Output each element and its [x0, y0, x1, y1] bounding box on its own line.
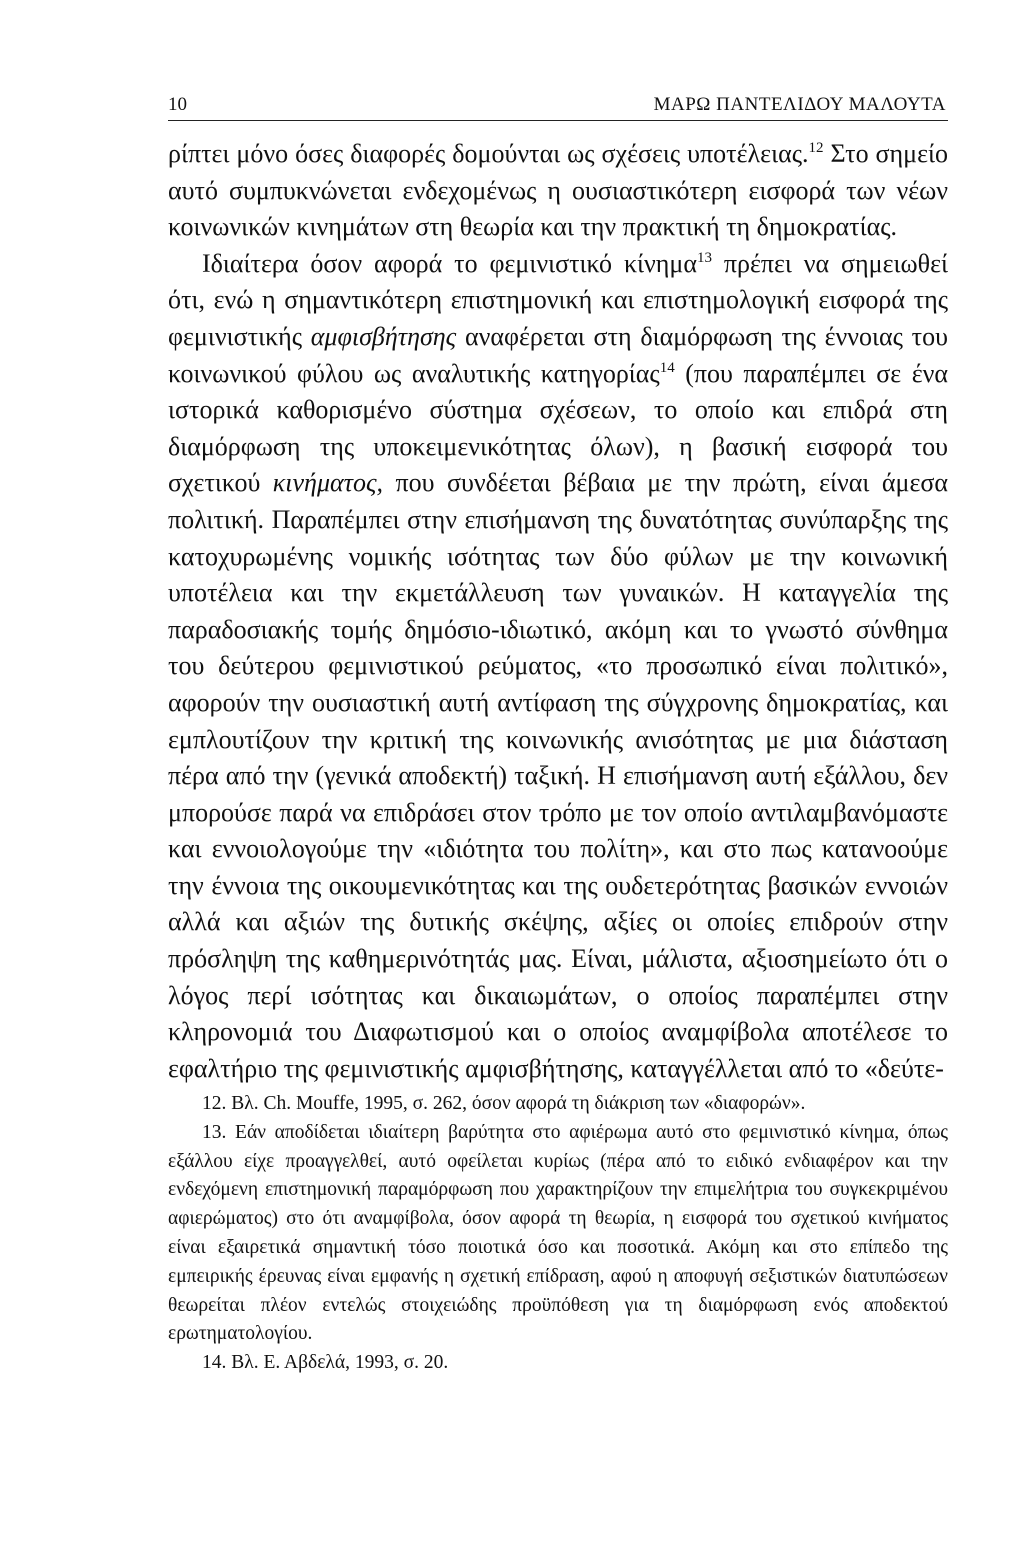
paragraph-2	[168, 246, 948, 1088]
paragraph-1	[168, 136, 948, 246]
footnote-14: 14. Βλ. Ε. Αβδελά, 1993, σ. 20.	[202, 1352, 449, 1374]
paragraph-2-part-a: Ιδιαίτερα όσον αφορά το φεμινιστικό κίνημα	[202, 248, 697, 278]
paragraph-1-text-cont: Στο σημείο αυτό συμπυκνώνεται ενδεχομένως η ουσιαστικότερη εισφορά των νέων κοινωνικών κινημάτων στη θεωρία και την πρακτική τη δημοκρατίας.	[168, 139, 949, 242]
footnote-12: 12. Βλ. Ch. Mouffe, 1995, σ. 262, όσον αφορά τη διάκριση των «διαφορών».	[202, 1093, 806, 1114]
emphasis-amfisvitisis: αμφισβήτησης	[310, 321, 457, 351]
page-number: 10	[168, 94, 187, 115]
footnotes	[168, 1090, 948, 1378]
main-text	[168, 136, 948, 1087]
running-head-author: ΜΑΡΩ ΠΑΝΤΕΛΙΔΟΥ ΜΑΛΟΥΤΑ	[653, 94, 946, 115]
emphasis-kinimatos: κινήματος,	[272, 468, 383, 498]
paragraph-2-part-d: (που παραπέμπει σε ένα ιστορικά καθορισμένο σύστημα σχέσεων, το οποίο και επιδρά στη διαμόρφωση της υποκειμενικότητας όλων), η βασική εισφορά του σχετικού	[168, 358, 948, 498]
footnote-ref-13[interactable]: 13	[696, 249, 712, 266]
paragraph-2-part-c: αναφέρεται στη διαμόρφωση της έννοιας του κοινωνικού φύλου ως αναλυτικής κατηγορίας	[168, 321, 948, 388]
footnote-ref-12[interactable]: 12	[808, 140, 824, 156]
footnote-ref-14[interactable]: 14	[659, 359, 675, 376]
paragraph-1-text: ρίπτει μόνο όσες διαφορές δομούνται ως σχέσεις υποτέλειας.	[168, 139, 809, 168]
footnote-13: 13. Εάν αποδίδεται ιδιαίτερη βαρύτητα στο αφιέρωμα αυτό στο φεμινιστικό κίνημα, όπως εξάλλου είχε προαγγελθεί, αυτό οφείλεται κυρίως (πέρα από το ειδικό ενδιαφέρον και την ενδεχόμενη επιστημονική παραμόρφωση που χαρακτηρίζουν την επιμελήτρια του συγκεκριμένου αφιερώματος) στο ότι αναμφίβολα, όσον αφορά τη θεωρία, η εισφορά του σχετικού κινήματος είναι εξαιρετικά σημαντική τόσο ποιοτικά όσο και ποσοτικά. Ακόμη και στο επίπεδο της εμπειρικής έρευνας είναι εμφανής η σχετική επίδραση, αφού η αποφυγή σεξιστικών διατυπώσεων θεωρείται πλέον εντελώς στοιχειώδης προϋπόθεση για τη διαμόρφωση ενός αποδεκτού ερωτηματολογίου.	[168, 1121, 948, 1345]
paragraph-2-part-e: που συνδέεται βέβαια με την πρώτη, είναι άμεσα πολιτική. Παραπέμπει στην επισήμανση της δυνατότητας συνύπαρξης της κατοχυρωμένης νομικής ισότητας των δύο φύλων με την κοινωνική υποτέλεια και την εκμετάλλευση των γυναικών. Η καταγγελία της παραδοσιακής τομής δημόσιο-ιδιωτικό, ακόμη και το γνωστό σύνθημα του δεύτερου φεμινιστικού ρεύματος, «το προσωπικό είναι πολιτικό», αφορούν την ουσιαστική αυτή αντίφαση της σύγχρονης δημοκρατίας, και εμπλουτίζουν την κριτική της κοινωνικής ανισότητας με μια διάσταση πέρα από την (γενικά αποδεκτή) ταξική. Η επισήμανση αυτή εξάλλου, δεν μπορούσε παρά να επιδράσει στον τρόπο με τον οποίο αντιλαμβανόμαστε και εννοιολογούμε την «ιδιότητα του πολίτη», και στο πως κατανοούμε την έννοια της οικουμενικότητας και της ουδετερότητας βασικών εννοιών αλλά και αξιών της δυτικής σκέψης, αξίες οι οποίες επιδρούν στην πρόσληψη της καθημερινότητάς μας. Είναι, μάλιστα, αξιοσημείωτο ότι ο λόγος περί ισότητας και δικαιωμάτων, ο οποίος παραπέμπει στην κληρονομιά του Διαφωτισμού και ο οποίος αναμφίβολα αποτέλεσε το εφαλτήριο της φεμινιστικής αμφισβήτησης, καταγγέλλεται από το «δεύτε-	[168, 468, 948, 1083]
running-header	[168, 90, 948, 121]
paragraph-2-part-b: πρέπει να σημειωθεί ότι, ενώ η σημαντικότερη επιστημονική και επιστημολογική εισφορά της φεμινιστικής	[168, 248, 948, 351]
